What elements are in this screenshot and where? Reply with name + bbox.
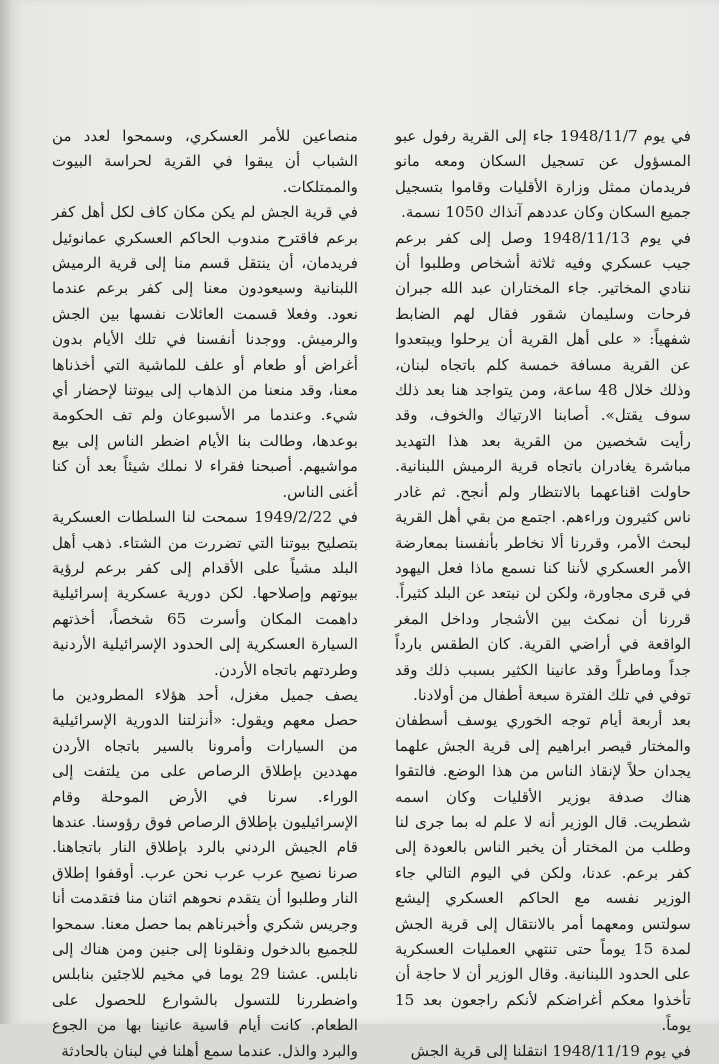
paragraph: في يوم 1948/11/19 انتقلنا إلى قرية الجش [410,1041,691,1060]
left-text-column [52,124,358,1064]
paragraph: منصاعين للأمر العسكري، وسمحوا لعدد من الشباب أن يبقوا في القرية لحراسة البيوت والممتلكات. [52,127,358,196]
right-text-column [395,124,691,1064]
paragraph: بعد أربعة أيام توجه الخوري يوسف أسطفان والمختار قيصر ابراهيم إلى قرية الجش علهما يجدان حلاً لإنقاذ الناس من هذا الوضع. فالتقوا هناك صدفة بوزير الأقليات وكان اسمه شطريت. قال الوزير أنه لا علم له بما جرى لنا وطلب من المختار أن يخبر الناس بالعودة إلى كفر برعم. عدنا، ولكن في اليوم التالي جاء الوزير نفسه مع الحاكم العسكري إليشع سولتس ومعهما أمر بالانتقال إلى قرية الجش لمدة 15 يوماً حتى تنتهي العمليات العسكرية على الحدود اللبنانية. وقال الوزير أن لا حاجة أن تأخذوا معكم أغراضكم لأنكم راجعون بعد 15 يوماً. [395,711,691,1035]
paragraph: في يوم 1948/11/7 جاء إلى القرية رفول عبو المسؤول عن تسجيل السكان ومعه مانو فريدمان ممثل وزارة الأقليات وقاموا بتسجيل جميع السكان وكان عددهم آنذاك 1050 نسمة. [395,127,691,222]
paragraph: في يوم 1948/11/13 وصل إلى كفر برعم جيب عسكري وفيه ثلاثة أشخاص وطلبوا أن ننادي المخاتير. جاء المختاران عبد الله جبران فرحات وسليمان شقور فقال لهم الضابط شفهياً: « على أهل القرية أن يرحلوا ويبتعدوا عن القرية مسافة خمسة كلم باتجاه لبنان، وذلك خلال 48 ساعة، ومن يتواجد هنا بعد ذلك سوف يقتل». أصابنا الارتياك والخوف، وقد رأيت شخصين من القرية بعد هذا التهديد مباشرة يغادران باتجاه قرية الرميش اللبنانية. حاولت اقناعهما بالانتظار ولم أنجح. ثم غادر ناس كثيرون وراءهم. اجتمع من بقي أهل القرية لبحث الأمر، وقررنا ألا نخاطر بأنفسنا بمعارضة الأمر العسكري لأننا كنا نسمع ماذا فعل اليهود في قرى مجاورة، ولكن لن نبتعد عن البلد كثيراً. قررنا أن نمكث بين الأشجار وداخل المغر الواقعة في أراضي القرية. كان الطقس بارداً جداً وماطراً وقد عانينا الكثير بسبب ذلك وقد توفي في تلك الفترة سبعة أطفال من أولادنا. [395,228,691,704]
paragraph: في قرية الجش لم يكن مكان كاف لكل أهل كفر برعم فاقترح مندوب الحاكم العسكري عمانوئيل فريدمان، أن ينتقل قسم منا إلى قرية الرميش اللبنانية وسيعودون معنا إلى كفر برعم عندما نعود. وفعلا قسمت العائلات نفسها بين الجش والرميش. ووجدنا أنفسنا في تلك الأيام بدون أغراض أو طعام أو علف للماشية التي أخذناها معنا، وقد منعنا من الذهاب إلى بيوتنا لإحضار أي شيء. وعندما مر الأسبوعان ولم تف الحكومة بوعدها، وطالت بنا الأيام اضطر الناس إلى بيع مواشيهم. أصبحنا فقراء لا نملك شيئاً بعد أن كنا أغنى الناس. [52,203,358,501]
running-head [661,96,701,106]
paragraph: يصف جميل مغزل، أحد هؤلاء المطرودين ما حصل معهم ويقول: «أنزلتنا الدورية الإسرائيلية من السيارات وأمرونا بالسير باتجاه الأردن مهددين بإطلاق الرصاص على من يلتفت إلى الوراء. سرنا في الأرض الموحلة وقام الإسرائيليون بإطلاق الرصاص فوق رؤوسنا. عندها قام الجيش الردني بالرد بإطلاق النار باتجاهنا. صرنا نصيح عرب عرب نحن عرب. أوقفوا إطلاق النار وطلبوا أن يتقدم نحوهم اثنان منا فتقدمت أنا وجريس شكري وأخبرناهم بما حصل معنا. سمحوا للجميع بالدخول ونقلونا إلى جنين ومن هناك إلى نابلس. عشنا 29 يوما في مخيم للاجئين بنابلس واضطررنا للتسول بالشوارع للحصول على الطعام. كانت أيام قاسية عانينا بها من الجوع والبرد والذل. عندما سمع أهلنا في لبنان بالحادثة [52,685,359,1060]
paragraph: في 1949/2/22 سمحت لنا السلطات العسكرية بتصليح بيوتنا التي تضررت من الشتاء. ذهب أهل البلد مشياً على الأقدام إلى كفر برعم لرؤية بيوتهم وإصلاحها. لكن دورية عسكرية إسرائيلية داهمت المكان وأسرت 65 شخصاً، أخذتهم السيارة العسكرية إلى الحدود الإسرائيلية الأردنية وطردتهم باتجاه الأردن. [52,508,358,679]
book-binding-edge [0,0,10,1024]
